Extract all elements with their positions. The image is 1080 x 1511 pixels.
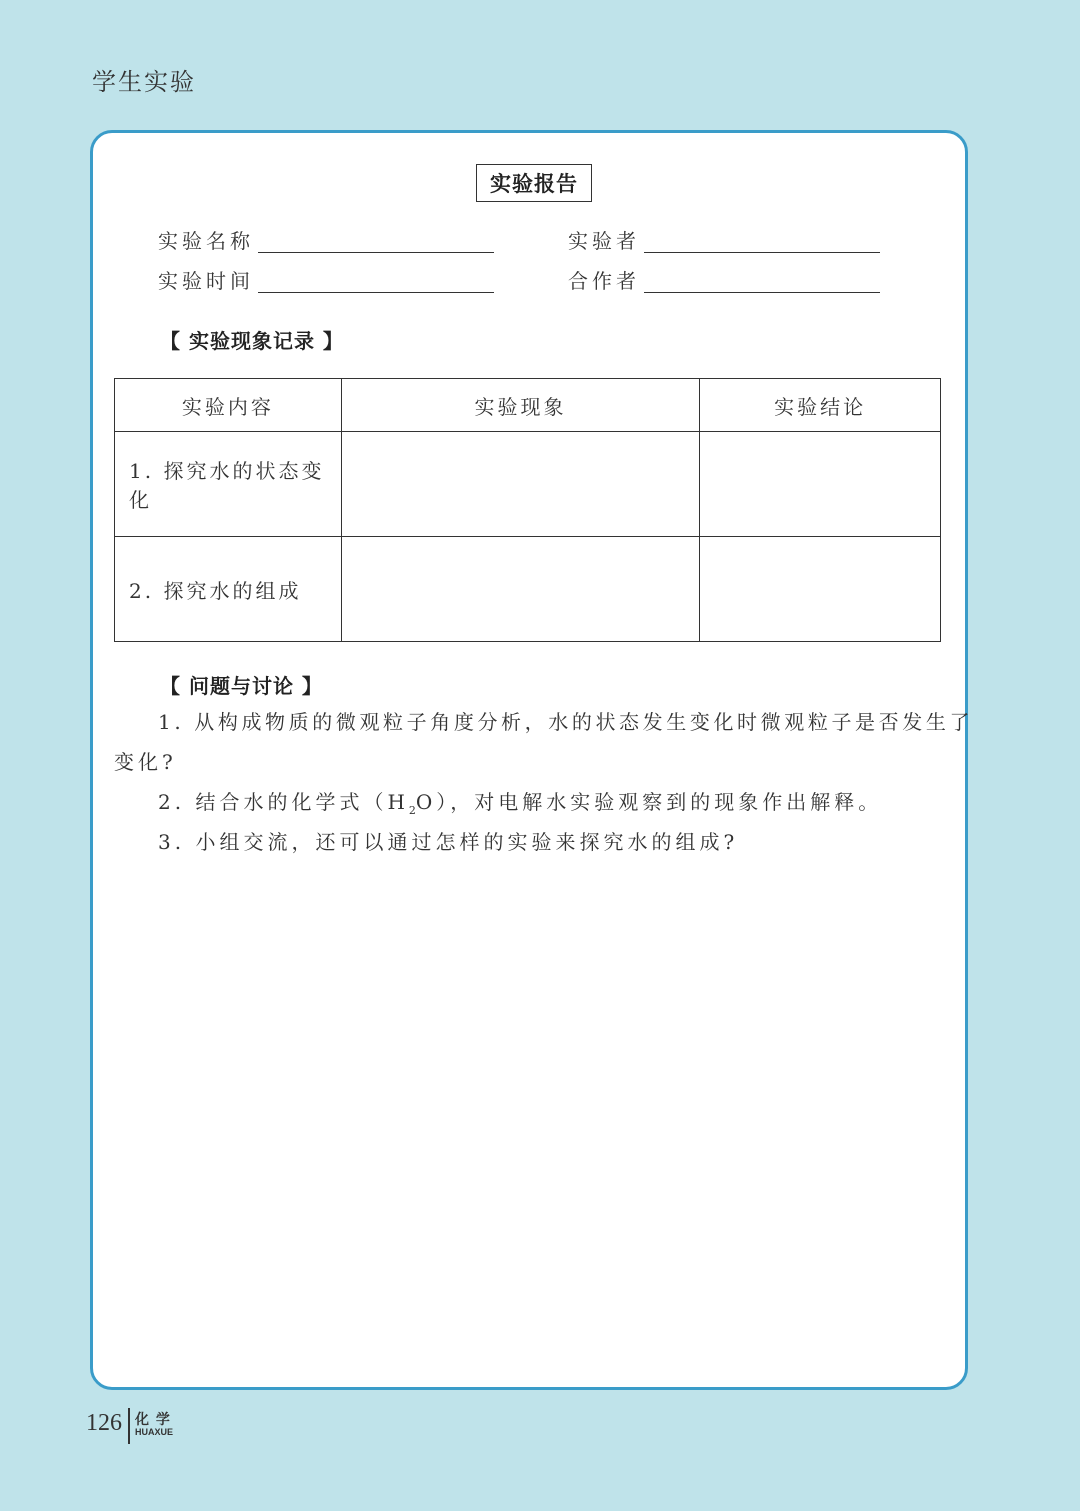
subscript: 2 (408, 804, 416, 817)
report-card (90, 130, 968, 1390)
field-label: 合作者 (568, 269, 640, 293)
page-number: 126 (86, 1410, 122, 1436)
question-2-after: O），对电解水实验观察到的现象作出解释。 (415, 790, 883, 814)
column-header: 实验内容 (115, 379, 342, 432)
field-label: 实验者 (568, 229, 640, 253)
phenomenon-cell[interactable] (341, 432, 700, 537)
field-label: 实验时间 (158, 269, 254, 293)
experimenter-input-line[interactable] (644, 234, 880, 253)
table-row (115, 432, 941, 537)
question-1-line-1: 1. 从构成物质的微观粒子角度分析，水的状态发生变化时微观粒子是否发生了 (158, 710, 974, 734)
footer-subject: 化 学 (135, 1412, 171, 1428)
conclusion-cell[interactable] (700, 537, 941, 642)
name-input-line[interactable] (258, 234, 494, 253)
column-header: 实验现象 (341, 379, 700, 432)
discussion-heading: 【 问题与讨论 】 (160, 674, 323, 698)
field-experimenter (568, 229, 880, 253)
record-table (114, 378, 941, 642)
question-2-before: 2. 结合水的化学式（H (158, 790, 409, 814)
record-heading: 【 实验现象记录 】 (160, 329, 344, 353)
report-title: 实验报告 (476, 164, 592, 202)
field-partner (568, 269, 880, 293)
column-header: 实验结论 (700, 379, 941, 432)
section-title: 学生实验 (92, 68, 196, 96)
field-experiment-name (158, 229, 494, 253)
phenomenon-cell[interactable] (341, 537, 700, 642)
footer-divider (128, 1408, 130, 1444)
field-experiment-time (158, 269, 494, 293)
partner-input-line[interactable] (644, 274, 880, 293)
field-label: 实验名称 (158, 229, 254, 253)
time-input-line[interactable] (258, 274, 494, 293)
content-cell: 2. 探究水的组成 (115, 537, 342, 642)
content-cell: 1. 探究水的状态变化 (115, 432, 342, 537)
conclusion-cell[interactable] (700, 432, 941, 537)
table-row (115, 537, 941, 642)
question-3: 3. 小组交流，还可以通过怎样的实验来探究水的组成? (158, 830, 739, 854)
footer-subject-pinyin: HUAXUE (135, 1427, 174, 1437)
question-1-line-2: 变化? (114, 750, 177, 774)
table-header-row (115, 379, 941, 432)
